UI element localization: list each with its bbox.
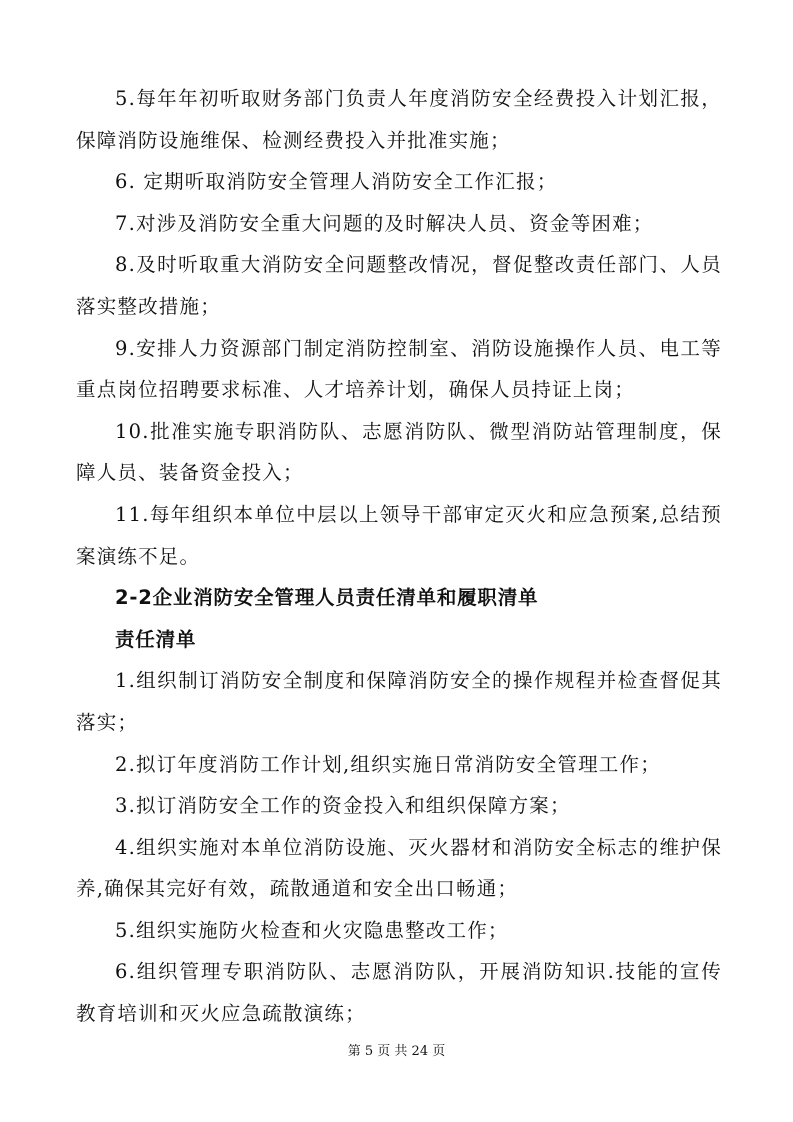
paragraph: 9.安排人力资源部门制定消防控制室、消防设施操作人员、电工等重点岗位招聘要求标准、人才培养计划，确保人员持证上岗； [76, 336, 722, 402]
paragraph: 5.每年年初听取财务部门负责人年度消防安全经费投入计划汇报，保障消防设施维保、检测经费投入并批准实施； [76, 87, 722, 152]
paragraph: 5.组织实施防火检查和火灾隐患整改工作； [115, 918, 509, 942]
page-content [76, 78, 722, 1035]
paragraph: 6.组织管理专职消防队、志愿消防队，开展消防知识.技能的宣传教育培训和灭火应急疏散演练； [76, 960, 722, 1026]
subheading: 责任清单 [115, 627, 197, 651]
paragraph: 11.每年组织本单位中层以上领导干部审定灭火和应急预案,总结预案演练不足。 [76, 502, 722, 568]
section-heading: 2-2企业消防安全管理人员责任清单和履职清单 [115, 586, 539, 610]
page-footer: 第 5 页 共 24 页 [347, 1044, 446, 1059]
paragraph: 3.拟订消防安全工作的资金投入和组织保障方案； [115, 794, 571, 818]
paragraph: 1.组织制订消防安全制度和保障消防安全的操作规程并检查督促其落实； [76, 669, 722, 734]
paragraph: 2.拟订年度消防工作计划,组织实施日常消防安全管理工作； [115, 752, 661, 776]
paragraph: 7.对涉及消防安全重大问题的及时解决人员、资金等困难； [115, 211, 654, 235]
paragraph: 6. 定期听取消防安全管理人消防安全工作汇报； [115, 170, 558, 194]
paragraph: 10.批准实施专职消防队、志愿消防队、微型消防站管理制度，保障人员、装备资金投入； [76, 419, 722, 485]
paragraph: 8.及时听取重大消防安全问题整改情况，督促整改责任部门、人员落实整改措施； [76, 253, 722, 318]
paragraph: 4.组织实施对本单位消防设施、灭火器材和消防安全标志的维护保养,确保其完好有效，疏散通道和安全出口畅通； [76, 835, 722, 901]
